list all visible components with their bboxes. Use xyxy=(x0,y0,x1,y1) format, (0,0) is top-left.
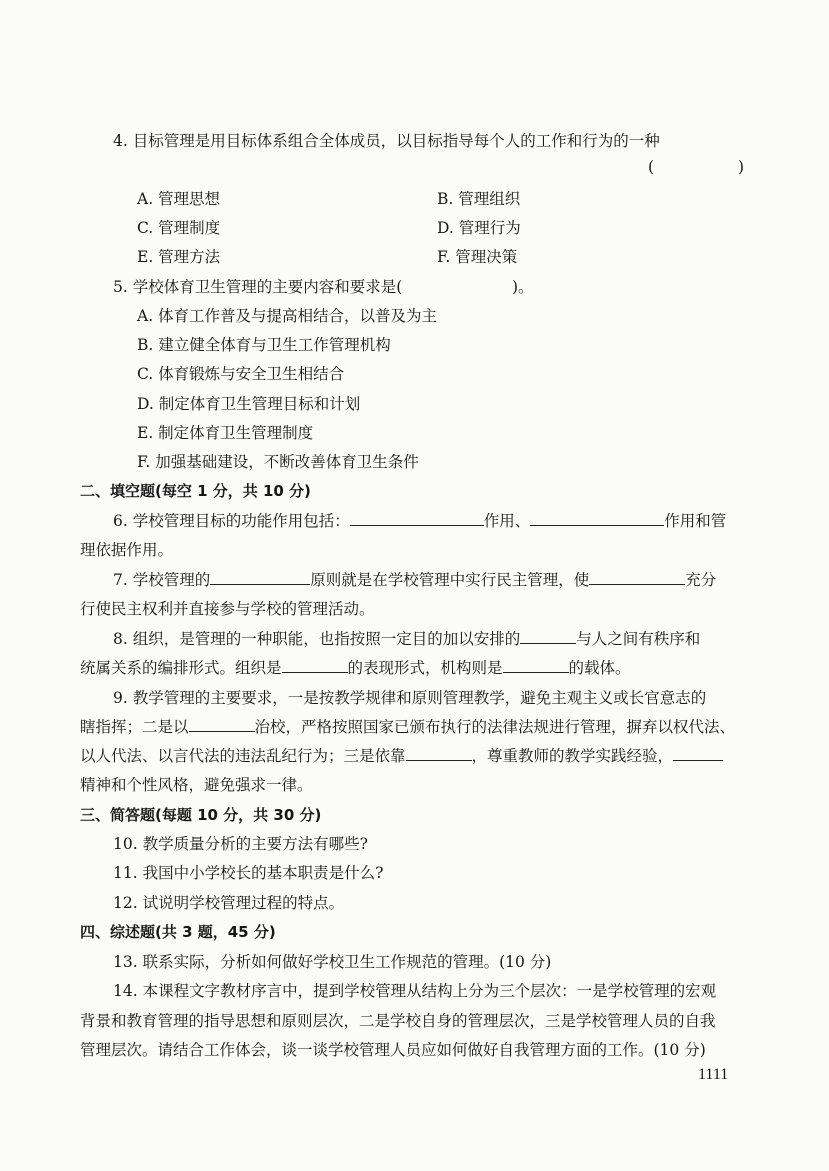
q4-option-f: F. 管理决策 xyxy=(437,248,518,266)
q5-stem-b: )。 xyxy=(512,278,534,296)
q7-blank-1 xyxy=(210,570,310,585)
section-4-heading: 四、综述题(共 3 题，45 分) xyxy=(80,923,276,941)
q4-option-d: D. 管理行为 xyxy=(437,219,521,237)
q5-stem-a: 5. 学校体育卫生管理的主要内容和要求是( xyxy=(113,278,403,296)
q6-text-a: 6. 学校管理目标的功能作用包括： xyxy=(113,512,350,530)
q4-paren-close: ) xyxy=(738,158,745,176)
q5-option-f: F. 加强基础建设，不断改善体育卫生条件 xyxy=(137,453,419,471)
section-3-heading: 三、简答题(每题 10 分，共 30 分) xyxy=(80,806,322,824)
q6-blank-1 xyxy=(350,511,484,526)
q4-paren-open: ( xyxy=(648,158,655,176)
q9-text-d: ，尊重教师的教学实践经验， xyxy=(471,747,674,765)
page-number: 1111 xyxy=(698,1066,729,1083)
q10-text: 10. 教学质量分析的主要方法有哪些? xyxy=(113,835,368,853)
q6-line2: 理依据作用。 xyxy=(80,541,174,559)
q9-text-a: 瞎指挥；二是以 xyxy=(80,718,189,736)
q9-line2 xyxy=(80,716,735,738)
q13-text: 13. 联系实际，分析如何做好学校卫生工作规范的管理。(10 分) xyxy=(113,953,552,971)
q8-text-c: 统属关系的编排形式。组织是 xyxy=(80,659,282,677)
q14-line1: 14. 本课程文字教材序言中，提到学校管理从结构上分为三个层次：一是学校管理的宏观 xyxy=(113,982,717,1000)
section-2-heading: 二、填空题(每空 1 分，共 10 分) xyxy=(80,482,311,500)
q4-stem: 4. 目标管理是用目标体系组合全体成员，以目标指导每个人的工作和行为的一种 xyxy=(113,132,660,150)
q9-blank-1 xyxy=(189,717,255,732)
q6-text-c: 作用和管 xyxy=(664,512,727,530)
q8-text-a: 8. 组织，是管理的一种职能，也指按照一定目的加以安排的 xyxy=(113,630,521,648)
q8-blank-1 xyxy=(520,629,576,644)
q7-text-a: 7. 学校管理的 xyxy=(113,571,211,589)
q8-line2 xyxy=(80,657,631,679)
q12-text: 12. 试说明学校管理过程的特点。 xyxy=(113,894,345,912)
q8-blank-3 xyxy=(503,658,569,673)
q6-line1 xyxy=(113,510,726,532)
q7-text-c: 充分 xyxy=(685,571,717,589)
q4-option-e: E. 管理方法 xyxy=(137,248,221,266)
q5-option-c: C. 体育锻炼与安全卫生相结合 xyxy=(137,365,345,383)
q7-text-b: 原则就是在学校管理中实行民主管理，使 xyxy=(310,571,590,589)
q8-line1 xyxy=(113,628,700,650)
q5-option-e: E. 制定体育卫生管理制度 xyxy=(137,424,314,442)
q4-option-a: A. 管理思想 xyxy=(137,190,221,208)
q6-blank-2 xyxy=(530,511,664,526)
q8-text-e: 的载体。 xyxy=(568,659,631,677)
q5-option-a: A. 体育工作普及与提高相结合，以普及为主 xyxy=(137,307,438,325)
q11-text: 11. 我国中小学校长的基本职责是什么? xyxy=(113,864,384,882)
q7-line2: 行使民主权利并直接参与学校的管理活动。 xyxy=(80,600,375,618)
q9-text-b: 治校，严格按照国家已颁布执行的法律法规进行管理，摒弃以权代法、 xyxy=(254,718,736,736)
q4-option-c: C. 管理制度 xyxy=(137,219,221,237)
q9-line1: 9. 教学管理的主要要求，一是按教学规律和原则管理教学，避免主观主义或长官意志的 xyxy=(113,689,707,707)
q9-line3 xyxy=(80,745,723,767)
q5-option-b: B. 建立健全体育与卫生工作管理机构 xyxy=(137,336,391,354)
q9-blank-2 xyxy=(406,746,472,761)
q7-blank-2 xyxy=(589,570,685,585)
q4-option-b: B. 管理组织 xyxy=(437,190,521,208)
q7-line1 xyxy=(113,569,716,591)
q8-text-b: 与人之间有秩序和 xyxy=(576,630,701,648)
q6-text-b: 作用、 xyxy=(483,512,531,530)
q9-text-c: 以人代法、以言代法的违法乱纪行为；三是依靠 xyxy=(80,747,406,765)
q9-blank-3 xyxy=(673,746,723,761)
q8-text-d: 的表现形式，机构则是 xyxy=(347,659,503,677)
q14-line2: 背景和教育管理的指导思想和原则层次，二是学校自身的管理层次，三是学校管理人员的自我 xyxy=(80,1012,716,1030)
q8-blank-2 xyxy=(282,658,348,673)
q5-option-d: D. 制定体育卫生管理目标和计划 xyxy=(137,395,361,413)
q14-line3: 管理层次。请结合工作体会，谈一谈学校管理人员应如何做好自我管理方面的工作。(10 分) xyxy=(80,1041,706,1059)
q9-line4: 精神和个性风格，避免强求一律。 xyxy=(80,776,313,794)
